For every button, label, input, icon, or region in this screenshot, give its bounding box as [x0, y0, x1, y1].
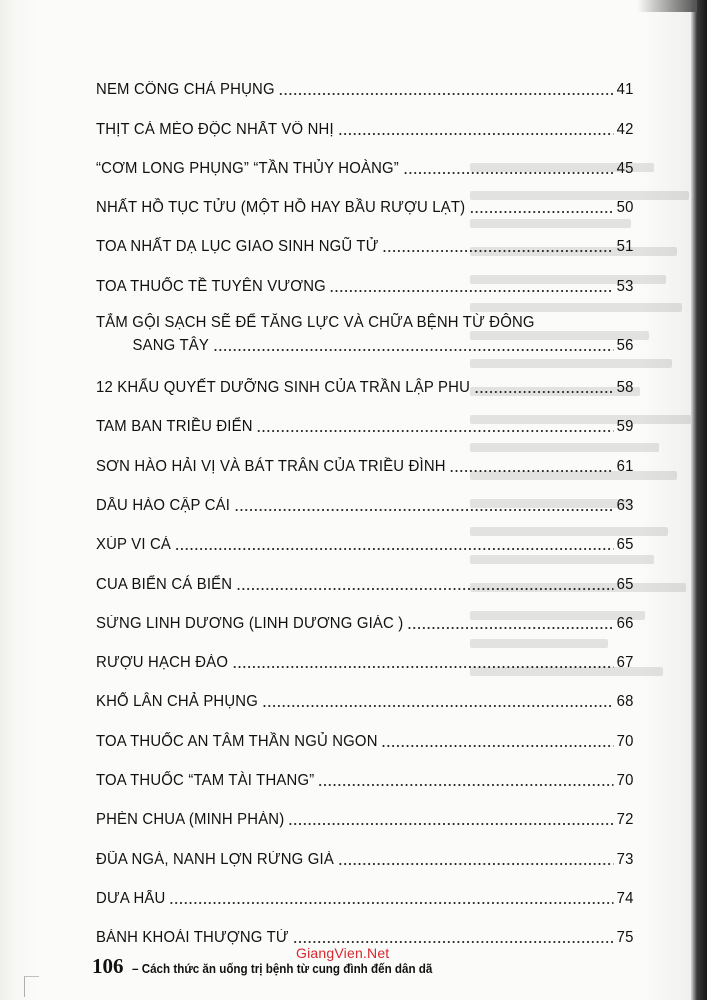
toc-entry-page: 63: [616, 496, 634, 514]
toc-entry: [96, 217, 634, 256]
toc-entry-page: 70: [616, 732, 634, 750]
dot-leader: [175, 547, 614, 551]
toc-entry-title: TOA THUỐC “TAM TÀI THANG”: [96, 772, 315, 790]
page-number: 106: [92, 954, 124, 978]
toc-entry-page: 50: [616, 199, 634, 217]
toc-entry: [96, 672, 634, 711]
toc-entry: [96, 908, 634, 947]
toc-entry-title: RƯỢU HẠCH ĐÀO: [96, 654, 229, 672]
toc-entry-title: DẦU HÀO CẬP CẢI: [96, 496, 231, 514]
toc-entry: [96, 296, 634, 358]
toc-entry-page: 66: [616, 614, 634, 632]
toc-entry-page: 73: [616, 850, 634, 868]
toc-entry: [96, 397, 634, 436]
toc-entry: [96, 554, 634, 593]
toc-entry: [96, 256, 634, 295]
dot-leader: [262, 704, 614, 708]
toc-entry-page: 65: [616, 536, 634, 554]
table-of-contents: [96, 60, 656, 947]
dot-leader: [382, 249, 613, 253]
toc-entry: [96, 829, 634, 868]
toc-entry-title: TAM BAN TRIỀU ĐIỂN: [96, 418, 253, 436]
toc-entry-title-line2: SANG TÂY: [132, 336, 209, 354]
toc-entry-page: 41: [616, 81, 634, 99]
toc-entry-page: 72: [616, 811, 634, 829]
toc-entry-title: THỊT CÁ MÈO ĐỘC NHẤT VÔ NHỊ: [96, 120, 334, 138]
toc-entry: [96, 594, 634, 633]
dot-leader: [293, 940, 614, 944]
toc-entry-title: CUA BIỂN CÁ BIỂN: [96, 575, 233, 593]
page-footer: [92, 954, 612, 979]
toc-entry-page: 59: [616, 418, 634, 436]
toc-entry: [96, 99, 634, 138]
toc-entry: [96, 869, 634, 908]
toc-entry-page: 75: [616, 929, 634, 947]
toc-entry-continuation: [96, 337, 634, 355]
toc-entry-page: 70: [616, 772, 634, 790]
binding-edge: [691, 0, 707, 1000]
dot-leader: [288, 822, 614, 826]
toc-entry-title: XÚP VI CÁ: [96, 536, 172, 554]
toc-entry: [96, 751, 634, 790]
toc-entry-page: 42: [616, 120, 634, 138]
dot-leader: [318, 783, 614, 787]
dot-leader: [257, 429, 614, 433]
toc-entry-title: BÁNH KHOÁI THƯỢNG TỨ: [96, 929, 289, 947]
toc-entry-title: TOA NHẤT DẠ LỤC GIAO SINH NGŨ TỬ: [96, 238, 379, 256]
toc-entry: [96, 436, 634, 475]
toc-entry: [96, 711, 634, 750]
toc-entry-title: NHẤT HỒ TỤC TỬU (MỘT HỒ HAY BẦU RƯỢU LẠT): [96, 199, 466, 217]
dot-leader: [338, 132, 614, 136]
toc-entry-page: 58: [616, 379, 634, 397]
toc-entry-page: 68: [616, 693, 634, 711]
toc-entry-page: 45: [616, 159, 634, 177]
watermark-text: GiangVien.Net: [296, 945, 390, 961]
dot-leader: [330, 289, 614, 293]
toc-entry: [96, 476, 634, 515]
toc-entry: [96, 790, 634, 829]
toc-entry-page: 53: [616, 277, 634, 295]
toc-entry: [96, 515, 634, 554]
toc-entry: [96, 139, 634, 178]
toc-entry-title: NEM CÔNG CHẢ PHỤNG: [96, 81, 275, 99]
toc-entry-page: 74: [616, 889, 634, 907]
toc-entry-page: 65: [616, 575, 634, 593]
toc-entry-page: 61: [616, 457, 634, 475]
dot-leader: [236, 587, 614, 591]
dot-leader: [407, 626, 613, 630]
dot-leader: [469, 210, 614, 214]
toc-entry-title: “CƠM LONG PHỤNG” “TẦN THỦY HOÀNG”: [96, 159, 399, 177]
dot-leader: [381, 744, 613, 748]
toc-entry-title: TOA THUỐC TỀ TUYÊN VƯƠNG: [96, 277, 326, 295]
toc-entry-title: TẮM GỘI SẠCH SẼ ĐỂ TĂNG LỰC VÀ CHỮA BỆNH TỪ ĐÔNG: [96, 313, 535, 331]
dot-leader: [232, 665, 614, 669]
toc-entry-page: 51: [616, 238, 634, 256]
toc-entry-page: 67: [616, 654, 634, 672]
scan-corner-mark: [24, 976, 39, 997]
toc-entry-title: ĐŨA NGÀ, NANH LỢN RỪNG GIÀ: [96, 850, 334, 868]
binding-edge-shadow: [637, 0, 697, 12]
toc-entry: [96, 358, 634, 397]
dot-leader: [213, 348, 614, 352]
toc-entry-page: 56: [616, 336, 634, 354]
running-title: – Cách thức ăn uống trị bệnh từ cung đình đến dân dã: [131, 962, 432, 976]
toc-entry: [96, 633, 634, 672]
dot-leader: [403, 171, 614, 175]
toc-entry: [96, 60, 634, 99]
dot-leader: [474, 390, 614, 394]
toc-entry-title: SƠN HÀO HẢI VỊ VÀ BÁT TRÂN CỦA TRIỀU ĐÌNH: [96, 457, 446, 475]
toc-entry: [96, 178, 634, 217]
dot-leader: [338, 862, 614, 866]
dot-leader: [450, 469, 614, 473]
toc-entry-title: 12 KHẨU QUYẾT DƯỠNG SINH CỦA TRẦN LẬP PHU: [96, 379, 471, 397]
toc-entry-title: TOA THUỐC AN TÂM THẦN NGỦ NGON: [96, 732, 378, 750]
dot-leader: [279, 92, 614, 96]
toc-entry-title: DƯA HẤU: [96, 889, 166, 907]
toc-entry-title: SỪNG LINH DƯƠNG (LINH DƯƠNG GIÁC ): [96, 614, 404, 632]
toc-entry-title: PHÈN CHUA (MINH PHÀN): [96, 811, 285, 829]
toc-entry-title: KHỔ LÂN CHẢ PHỤNG: [96, 693, 259, 711]
dot-leader: [169, 901, 613, 905]
dot-leader: [234, 508, 614, 512]
